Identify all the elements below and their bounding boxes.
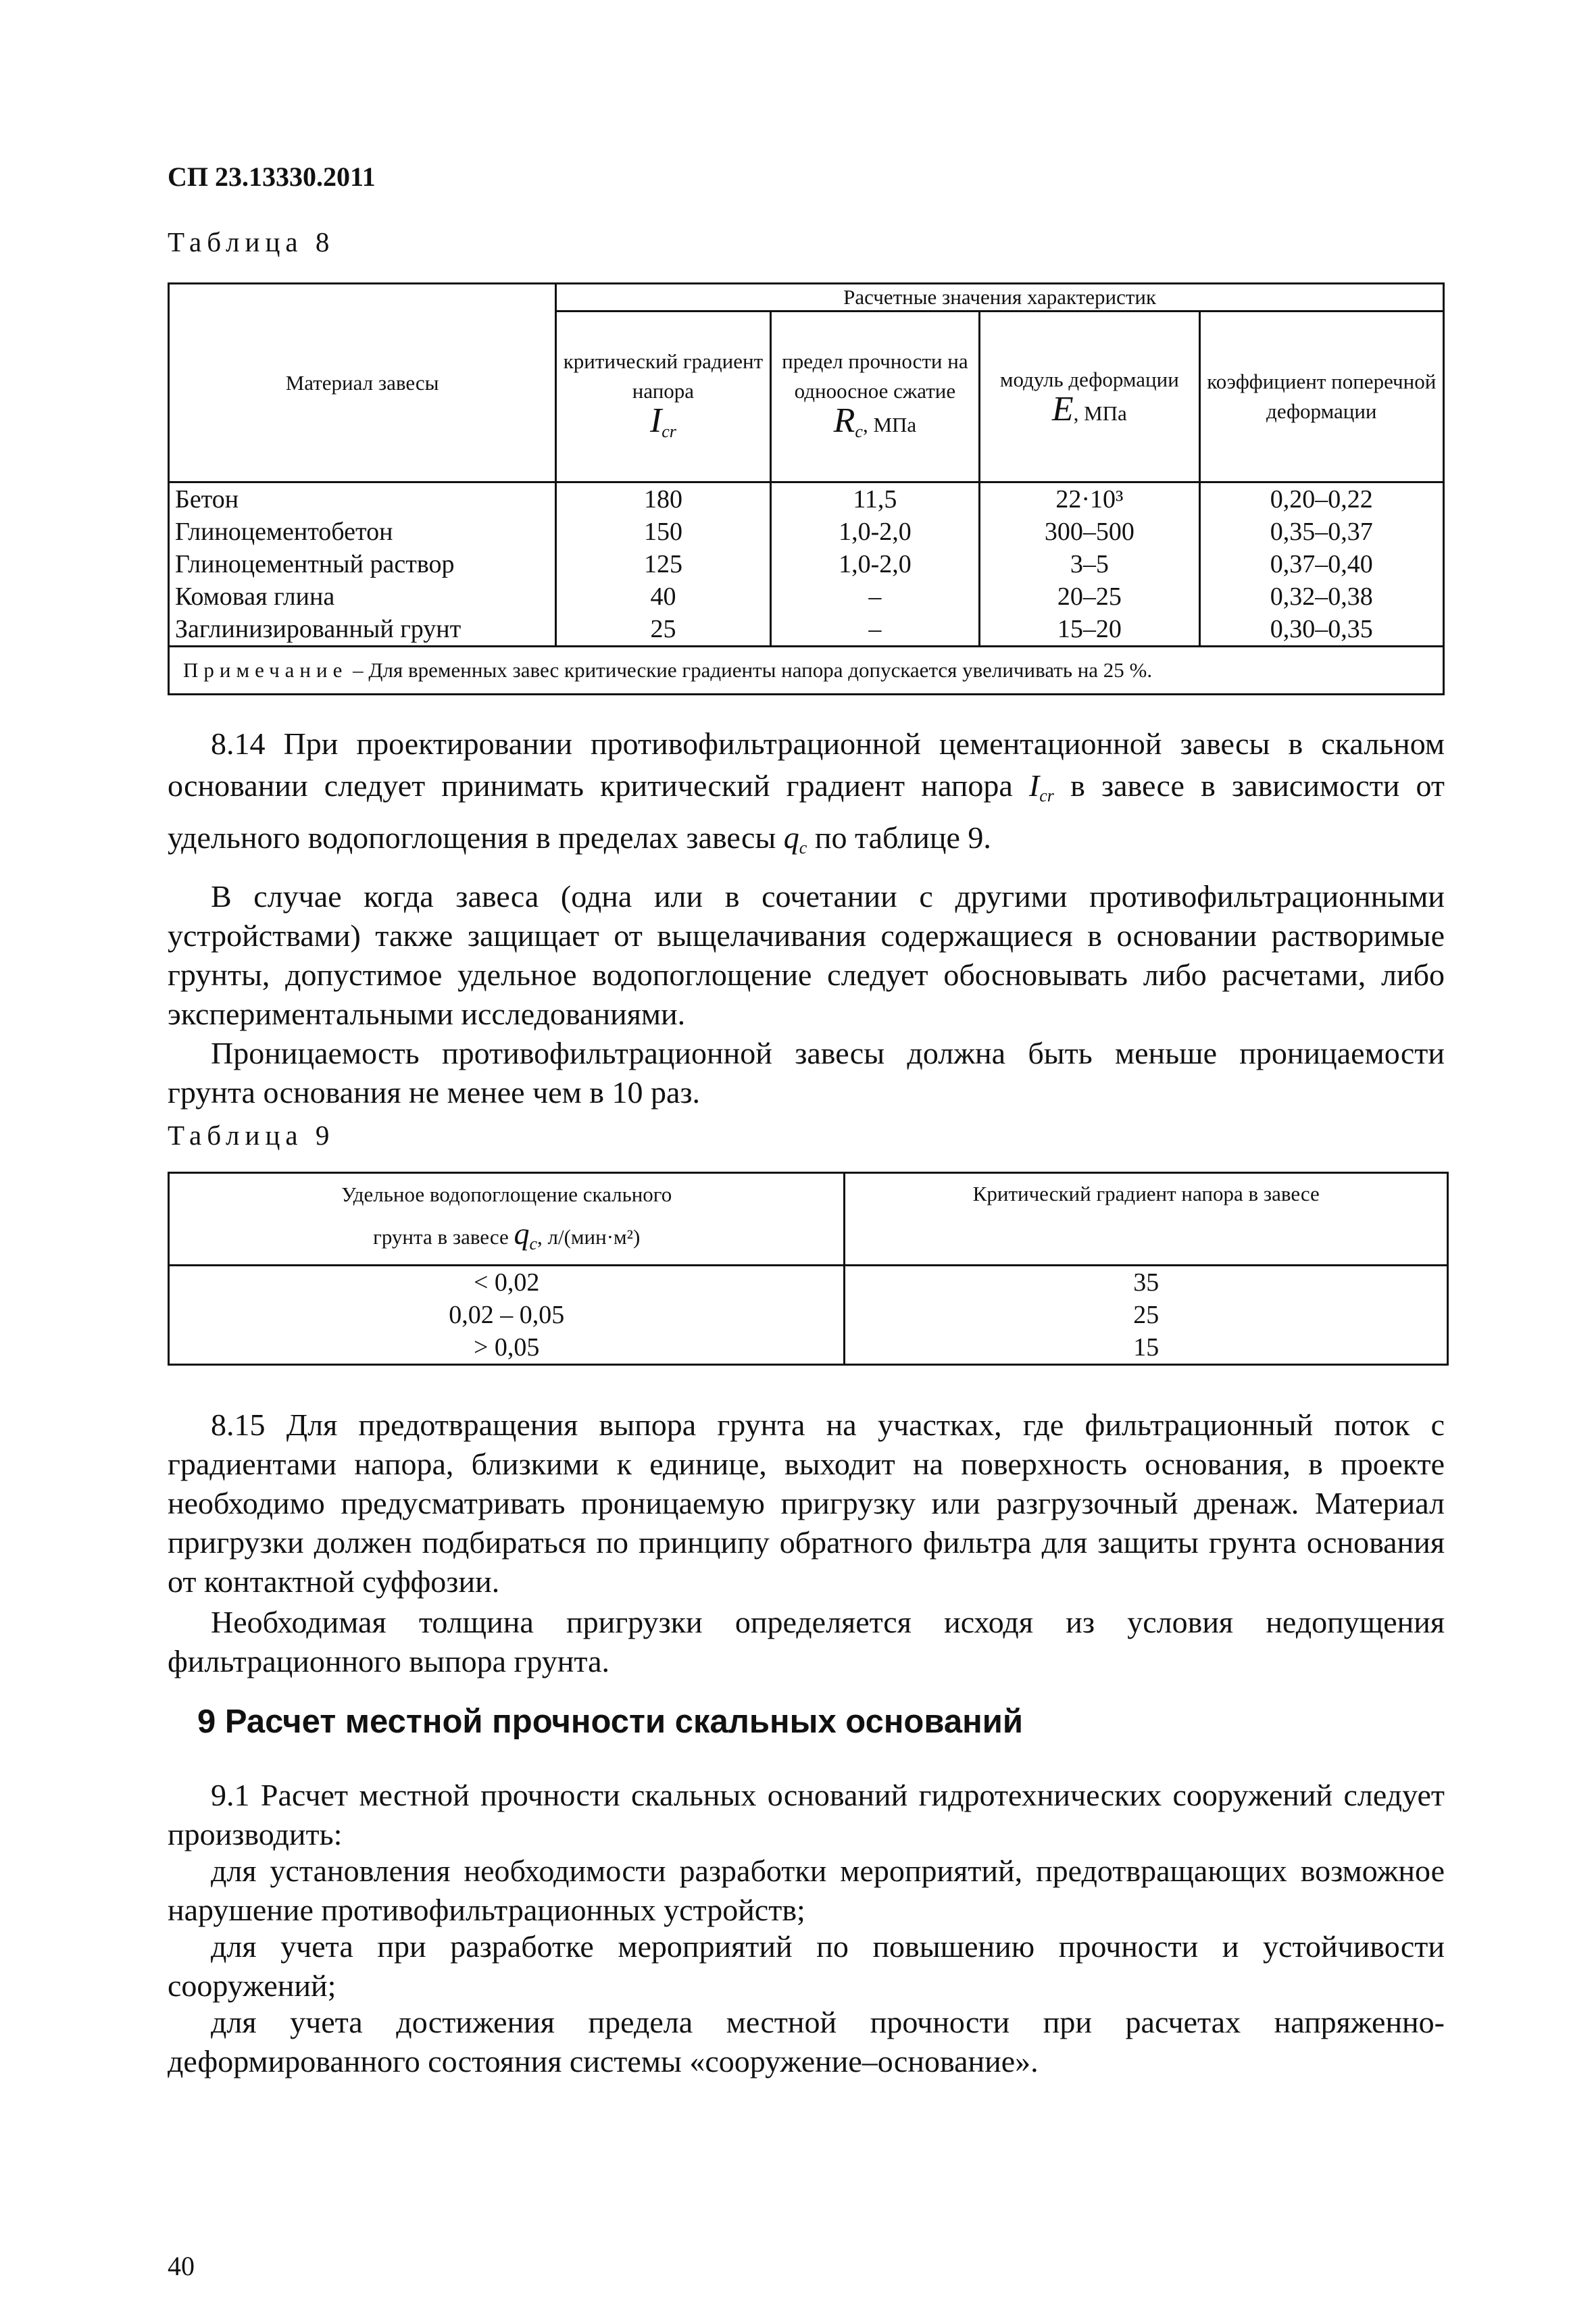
cell-material: Комовая глина [169, 580, 556, 613]
table-row [169, 1331, 1448, 1365]
table9-header-gradient: Критический градиент напора в завесе [845, 1173, 1448, 1266]
list-item: для установления необходимости разработки мероприятий, предотвращающих возможное нарушение противофильтрационных устройств; [168, 1853, 1445, 1927]
cell-nu: 0,20–0,22 [1199, 482, 1443, 516]
table8-header-rc [770, 312, 979, 482]
paragraph-permeability: Проницаемость противофильтрационной завесы должна быть меньше проницаемости грунта основания не менее чем в 10 раз. [168, 1036, 1445, 1110]
cell-material: Глиноцементный раствор [169, 548, 556, 580]
cell-q: 0,02 – 0,05 [169, 1299, 845, 1331]
cell-rc: – [770, 613, 979, 647]
cell-icr: 40 [556, 580, 771, 613]
table-row [169, 482, 1444, 516]
table8-header-group: Расчетные значения характеристик [556, 284, 1444, 312]
table-row [169, 1299, 1448, 1331]
icr-subscript-inline: cr [1039, 786, 1054, 805]
cell-icr: 25 [556, 613, 771, 647]
cell-material: Заглинизированный грунт [169, 613, 556, 647]
cell-gradient: 25 [845, 1299, 1448, 1331]
table8-header-e [980, 312, 1199, 482]
note-text: – Для временных завес критические градиенты напора допускается увеличивать на 25 %. [347, 658, 1153, 682]
icr-subscript: cr [662, 422, 676, 441]
paragraph-9-1: 9.1 Расчет местной прочности скальных оснований гидротехнических сооружений следует производить: [168, 1778, 1445, 1851]
table9-header-line2: грунта в завесе [373, 1224, 514, 1249]
qc-symbol-inline: q [783, 820, 799, 855]
table-row [169, 1266, 1448, 1299]
e-unit: , МПа [1073, 401, 1127, 425]
cell-icr: 180 [556, 482, 771, 516]
cell-nu: 0,35–0,37 [1199, 516, 1443, 548]
table8-title: Таблица 8 [168, 226, 335, 257]
paragraph-8-15: 8.15 Для предотвращения выпора грунта на участках, где фильтрационный поток с градиентами напора, близкими к единице, выходит на поверхность основания, в проекте необходимо предусматривать проницаемую пригрузку или разгрузочный дренаж. Материал пригрузки должен подбираться по принципу обратного фильтра для защиты грунта основания от контактной суффозии. [168, 1408, 1445, 1599]
cell-e: 15–20 [980, 613, 1199, 647]
paragraph-8-14 [168, 723, 1445, 869]
cell-rc: 1,0-2,0 [770, 516, 979, 548]
list-item: для учета достижения предела местной прочности при расчетах напряженно-деформированного состояния системы «сооружение–основание». [168, 2005, 1445, 2078]
table9-title: Таблица 9 [168, 1120, 335, 1151]
para-8-14-part-c: по таблице 9. [807, 820, 991, 855]
qc-subscript-inline: c [799, 838, 807, 857]
cell-rc: 1,0-2,0 [770, 548, 979, 580]
cell-e: 20–25 [980, 580, 1199, 613]
cell-gradient: 35 [845, 1266, 1448, 1299]
cell-rc: – [770, 580, 979, 613]
table8-header-nu: коэффициент поперечной деформации [1199, 312, 1443, 482]
rc-subscript: c [855, 422, 863, 441]
cell-nu: 0,30–0,35 [1199, 613, 1443, 647]
table-row [169, 548, 1444, 580]
cell-e: 300–500 [980, 516, 1199, 548]
table8-header-icr-text: критический градиент напора [563, 349, 764, 403]
table8-header-e-text: модуль деформации [999, 368, 1179, 391]
cell-icr: 125 [556, 548, 771, 580]
cell-icr: 150 [556, 516, 771, 548]
e-symbol: E [1051, 390, 1074, 428]
qc-subscript: c [529, 1233, 538, 1253]
paragraph-leaching: В случае когда завеса (одна или в сочетании с другими противофильтрационными устройствами) также защищает от выщелачивания содержащиеся в основании растворимые грунты, допустимое удельное водопоглощение следует обосновывать либо расчетами, либо экспериментальными исследованиями. [168, 879, 1445, 1031]
cell-e: 3–5 [980, 548, 1199, 580]
cell-material: Глиноцементобетон [169, 516, 556, 548]
cell-rc: 11,5 [770, 482, 979, 516]
table-row [169, 516, 1444, 548]
cell-nu: 0,37–0,40 [1199, 548, 1443, 580]
table9-header-unit: , л/(мин·м²) [537, 1224, 641, 1249]
para-8-14-part-b: в завесе в зависимости от удельного водопоглощения в пределах завесы [168, 768, 1445, 855]
table9 [168, 1172, 1449, 1366]
table8-header-material: Материал завесы [169, 284, 556, 482]
table-row [169, 613, 1444, 647]
table-row [169, 580, 1444, 613]
icr-symbol-inline: I [1028, 768, 1040, 803]
para-8-14-part-a: 8.14 При проектировании противофильтрационной цементационной завесы в скальном основании следует принимать критический градиент напора [168, 726, 1445, 803]
table8-header-icr [556, 312, 771, 482]
cell-material: Бетон [169, 482, 556, 516]
table8-note [169, 647, 1444, 695]
cell-q: < 0,02 [169, 1266, 845, 1299]
table9-header-line1: Удельное водопоглощение скального [341, 1182, 672, 1206]
cell-q: > 0,05 [169, 1331, 845, 1365]
table8-header-rc-text: предел прочности на одноосное сжатие [782, 349, 968, 403]
page-number: 40 [168, 2251, 195, 2281]
rc-symbol: R [833, 401, 855, 440]
cell-e: 22·10³ [980, 482, 1199, 516]
rc-unit: , МПа [862, 413, 917, 437]
table9-header-water-absorption [169, 1173, 845, 1266]
cell-gradient: 15 [845, 1331, 1448, 1365]
list-item: для учета при разработке мероприятий по повышению прочности и устойчивости сооружений; [168, 1929, 1445, 2003]
cell-nu: 0,32–0,38 [1199, 580, 1443, 613]
qc-symbol: q [514, 1216, 530, 1251]
section-9-heading: 9 Расчет местной прочности скальных оснований [197, 1703, 1023, 1740]
paragraph-surcharge-thickness: Необходимая толщина пригрузки определяется исходя из условия недопущения фильтрационного выпора грунта. [168, 1605, 1445, 1678]
document-code: СП 23.13330.2011 [168, 161, 376, 192]
note-label: Примечание [183, 658, 348, 682]
table8 [168, 282, 1445, 695]
icr-symbol: I [649, 401, 662, 440]
